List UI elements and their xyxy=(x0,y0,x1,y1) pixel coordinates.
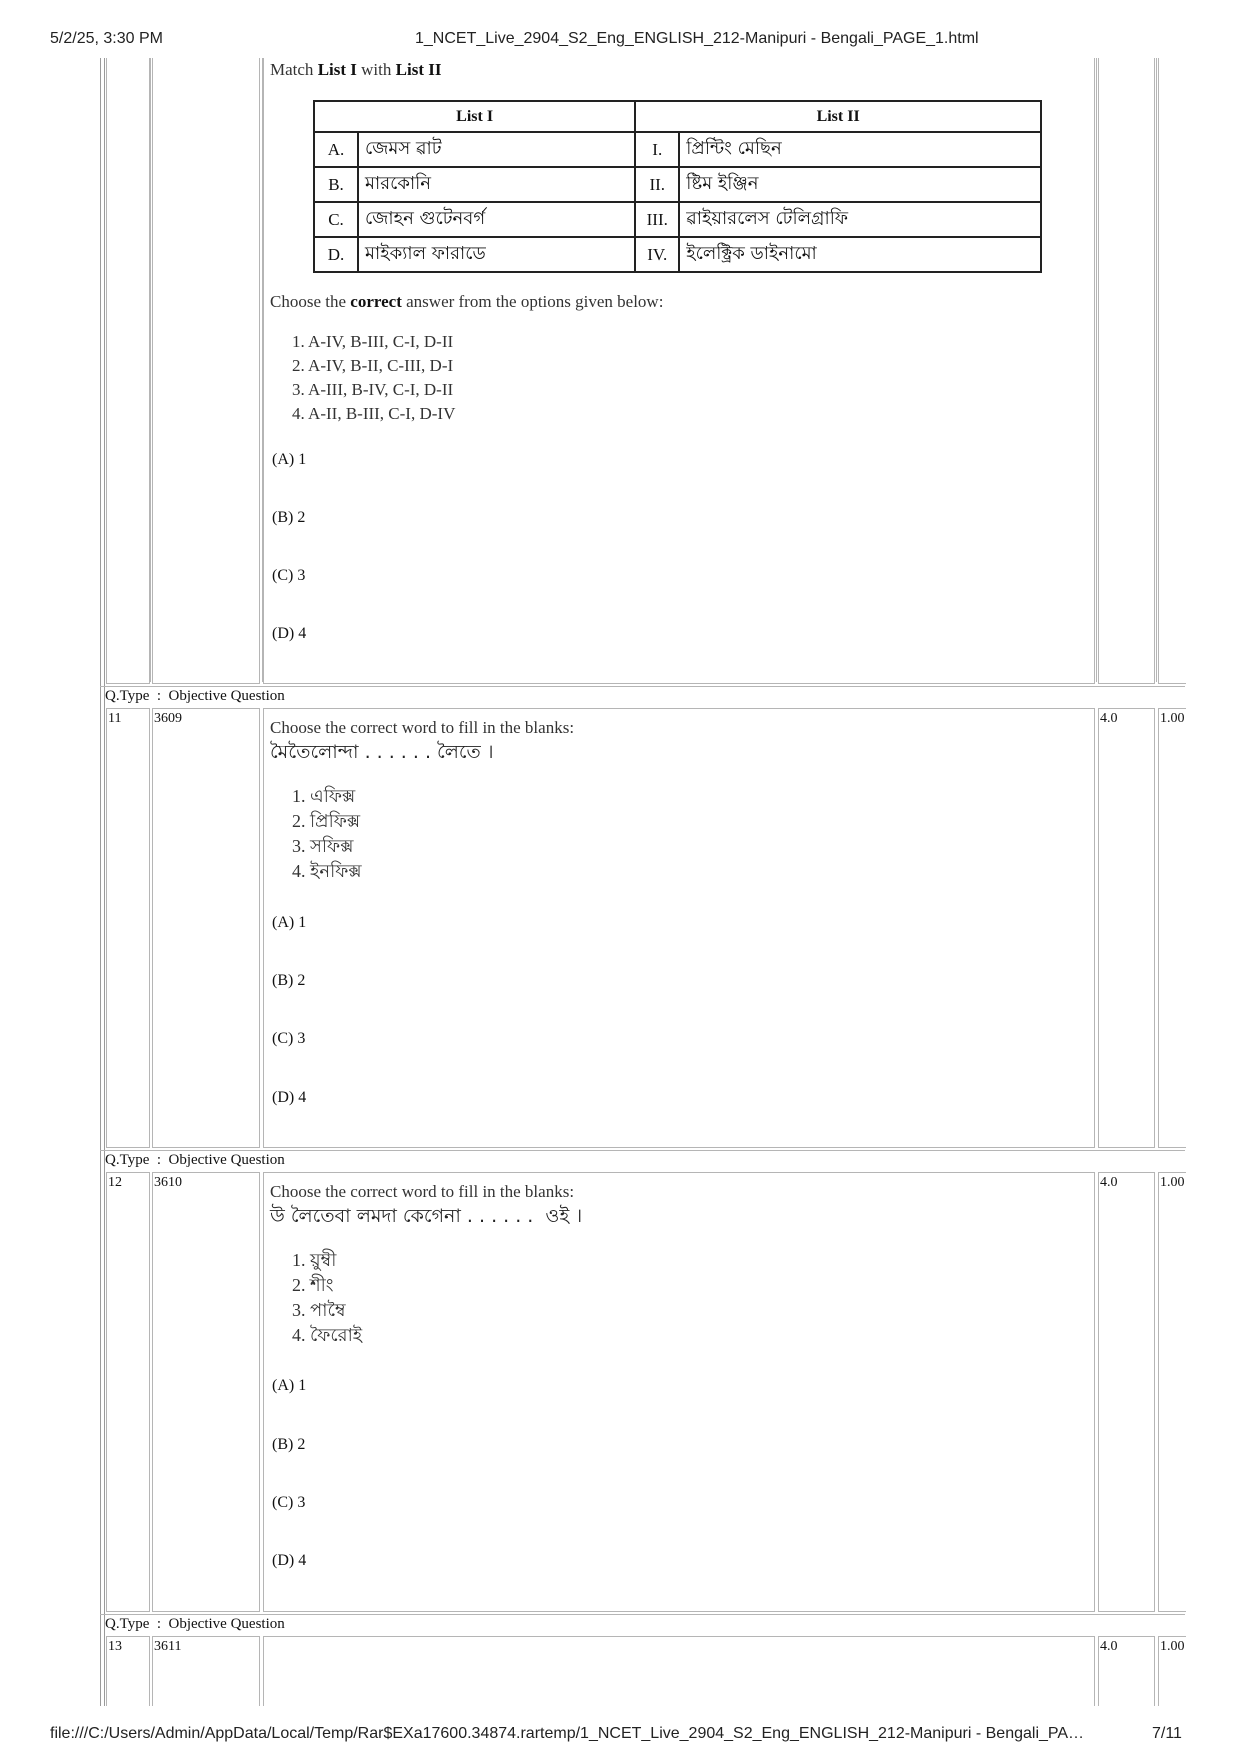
q12-sentence: উ লৈতেবা লমদা কেগেনা . . . . . . ওই । xyxy=(270,1205,583,1227)
q11-num-cell xyxy=(106,708,150,1148)
row-divider xyxy=(100,1614,1185,1615)
q10-neg-cell xyxy=(1158,58,1186,684)
q10-instruction: Choose the correct answer from the options given below: xyxy=(270,292,664,311)
list2-item: ৱাইয়ারলেস টেলিগ্রাফি xyxy=(679,202,1041,237)
q12-prompt: Choose the correct word to fill in the blanks: উ লৈতেবা লমদা কেগেনা . . . . . . ওই । xyxy=(270,1182,582,1234)
list1-item: মাইক্যাল ফারাডে xyxy=(358,237,635,272)
answer-a[interactable]: (A) 1 xyxy=(272,1377,307,1394)
frame-line xyxy=(100,58,101,1706)
q13-id: 3611 xyxy=(154,1639,182,1654)
list2-label: II. xyxy=(635,167,679,202)
match-row xyxy=(314,202,1041,237)
q11-neg-cell xyxy=(1158,708,1186,1148)
q11-sentence: মৈতৈলোন্দা . . . . . . লৈতে । xyxy=(270,741,494,763)
list2-label: III. xyxy=(635,202,679,237)
list1-label: C. xyxy=(314,202,358,237)
print-file-path: file:///C:/Users/Admin/AppData/Local/Temp/Rar$EXa17600.34874.rartemp/1_NCET_Live_2904_S2_Eng_ENGLISH_212-Manipuri - Bengali_PA… xyxy=(50,1725,1085,1742)
print-datetime: 5/2/25, 3:30 PM xyxy=(50,30,163,47)
option-item: 3. A-III, B-IV, C-I, D-II xyxy=(292,380,454,399)
list1-item: জেমস ৱাট xyxy=(358,132,635,167)
q12-marks: 4.0 xyxy=(1100,1175,1118,1190)
answer-c[interactable]: (C) 3 xyxy=(272,567,306,584)
q12-options xyxy=(292,1248,362,1348)
option-item: 3. পাম্বৈ xyxy=(292,1300,346,1320)
q11-prompt: Choose the correct word to fill in the blanks: মৈতৈলোন্দা . . . . . . লৈতে । xyxy=(270,718,574,770)
answer-c[interactable]: (C) 3 xyxy=(272,1494,306,1511)
q11-marks-cell xyxy=(1098,708,1155,1148)
q11-id: 3609 xyxy=(154,711,182,726)
q12-id: 3610 xyxy=(154,1175,182,1190)
q13-number: 13 xyxy=(108,1639,122,1654)
q10-options xyxy=(292,330,455,426)
option-item: 2. শীং xyxy=(292,1275,334,1295)
list1-label: B. xyxy=(314,167,358,202)
q12-num-cell xyxy=(106,1172,150,1612)
answer-b[interactable]: (B) 2 xyxy=(272,509,306,526)
q12-number: 12 xyxy=(108,1175,122,1190)
match-row xyxy=(314,167,1041,202)
option-item: 3. সফিক্স xyxy=(292,836,354,856)
q12-negative: 1.00 xyxy=(1160,1175,1185,1190)
match-table xyxy=(313,100,1042,273)
list2-label: IV. xyxy=(635,237,679,272)
q12-marks-cell xyxy=(1098,1172,1155,1612)
list2-item: ইলেক্ট্রিক ডাইনামো xyxy=(679,237,1041,272)
answer-a[interactable]: (A) 1 xyxy=(272,914,307,931)
list1-label: A. xyxy=(314,132,358,167)
answer-d[interactable]: (D) 4 xyxy=(272,1089,307,1106)
answer-c[interactable]: (C) 3 xyxy=(272,1030,306,1047)
print-page-number: 7/11 xyxy=(1152,1725,1182,1742)
q11-options xyxy=(292,784,362,884)
print-filename: 1_NCET_Live_2904_S2_Eng_ENGLISH_212-Manipuri - Bengali_PAGE_1.html xyxy=(415,30,979,47)
list2-item: ষ্টিম ইঞ্জিন xyxy=(679,167,1041,202)
q11-negative: 1.00 xyxy=(1160,711,1185,726)
col-divider xyxy=(1156,58,1157,682)
answer-d[interactable]: (D) 4 xyxy=(272,1552,307,1569)
option-item: 4. ইনফিক্স xyxy=(292,861,362,881)
qtype-label: Q.Type : Objective Question xyxy=(105,1152,285,1168)
row-divider xyxy=(100,686,1185,687)
q13-marks: 4.0 xyxy=(1100,1639,1118,1654)
option-item: 1. এফিক্স xyxy=(292,786,356,806)
col-divider xyxy=(150,58,151,682)
list1-header: List I xyxy=(314,101,635,132)
option-item: 2. A-IV, B-II, C-III, D-I xyxy=(292,356,454,375)
q13-body-cell xyxy=(263,1636,1095,1706)
q11-body-cell xyxy=(263,708,1095,1148)
list1-label: D. xyxy=(314,237,358,272)
q10-marks-cell xyxy=(1098,58,1155,684)
qtype-label: Q.Type : Objective Question xyxy=(105,688,285,704)
match-row xyxy=(314,237,1041,272)
list2-header: List II xyxy=(635,101,1041,132)
option-item: 1. য়ুম্বী xyxy=(292,1250,337,1270)
answer-d[interactable]: (D) 4 xyxy=(272,625,307,642)
col-divider xyxy=(1096,58,1097,682)
option-item: 4. A-II, B-III, C-I, D-IV xyxy=(292,404,456,423)
answer-b[interactable]: (B) 2 xyxy=(272,972,306,989)
q11-marks: 4.0 xyxy=(1100,711,1118,726)
row-divider xyxy=(100,1150,1185,1151)
option-item: 2. প্রিফিক্স xyxy=(292,811,361,831)
q10-prompt: Match List I with List II xyxy=(270,60,442,79)
list2-label: I. xyxy=(635,132,679,167)
qtype-label: Q.Type : Objective Question xyxy=(105,1616,285,1632)
match-row xyxy=(314,132,1041,167)
q12-body-cell xyxy=(263,1172,1095,1612)
answer-b[interactable]: (B) 2 xyxy=(272,1436,306,1453)
q12-id-cell xyxy=(152,1172,260,1612)
list1-item: জোহন গুটেনবর্গ xyxy=(358,202,635,237)
q13-negative: 1.00 xyxy=(1160,1639,1185,1654)
option-item: 4. ফৈরোই xyxy=(292,1325,363,1345)
list2-item: প্রিন্টিং মেছিন xyxy=(679,132,1041,167)
q12-neg-cell xyxy=(1158,1172,1186,1612)
option-item: 1. A-IV, B-III, C-I, D-II xyxy=(292,332,454,351)
frame-line xyxy=(104,58,105,1706)
answer-a[interactable]: (A) 1 xyxy=(272,451,307,468)
q10-id-cell xyxy=(152,58,260,684)
list1-item: মারকোনি xyxy=(358,167,635,202)
q11-number: 11 xyxy=(108,711,122,726)
q11-id-cell xyxy=(152,708,260,1148)
q10-num-cell xyxy=(106,58,150,684)
